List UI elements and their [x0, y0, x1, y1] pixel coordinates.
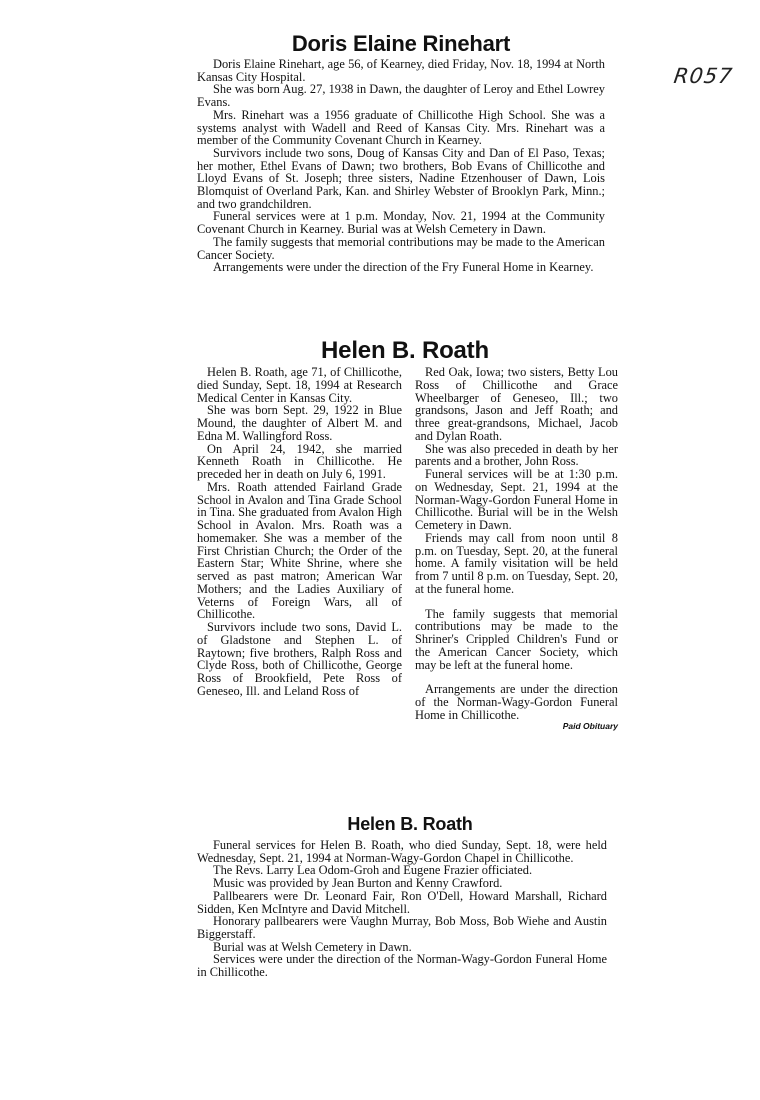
- paragraph: Mrs. Roath attended Fairland Grade School in Avalon and Tina Grade School in Tina. She graduated from Avalon High School in Avalon. Mrs. Roath was a homemaker. She was a member of the First Christian Church; the Order of the Eastern Star; White Shrine, where she served as past matron; American War Mothers; and the Ladies Auxiliary of Veterns of Foreign Wars, all of Chillicothe.: [197, 479, 402, 622]
- paragraph: Funeral services were at 1 p.m. Monday, Nov. 21, 1994 at the Community Covenant Church in Kearney. Burial was at Welsh Cemetery in Dawn.: [197, 209, 605, 237]
- paragraph: Music was provided by Jean Burton and Kenny Crawford.: [213, 876, 503, 891]
- paragraph: The family suggests that memorial contributions may be made to the American Cancer Society.: [197, 234, 605, 262]
- paragraph: Arrangements are under the direction of the Norman-Wagy-Gordon Funeral Home in Chillicothe.: [415, 682, 618, 722]
- obituary-title-roath: Helen B. Roath: [321, 337, 489, 364]
- funeral-notice-body-roath: [197, 839, 607, 979]
- paragraph: Helen B. Roath, age 71, of Chillicothe, died Sunday, Sept. 18, 1994 at Research Medical Center in Kansas City.: [197, 365, 402, 405]
- paragraph: Burial was at Welsh Cemetery in Dawn.: [213, 939, 412, 954]
- obituary-body-rinehart: [197, 58, 605, 274]
- paragraph: Red Oak, Iowa; two sisters, Betty Lou Ross of Chillicothe and Grace Wheelbarger of Geneseo, Ill.; two grandsons, Jason and Jeff Roath; and three great-grandsons, Michael, Jacob and Dylan Roath.: [415, 365, 618, 443]
- paragraph: Honorary pallbearers were Vaughn Murray, Bob Moss, Bob Wiehe and Austin Biggerstaff.: [197, 914, 607, 941]
- paragraph: Survivors include two sons, David L. of Gladstone and Stephen L. of Raytown; five brothers, Ralph Ross and Clyde Ross, both of Chillicothe, George Ross of Brookfield, Pete Ross of Geneseo, Ill. and Leland Ross of: [197, 620, 402, 698]
- paid-obituary-label: Paid Obituary: [562, 720, 618, 731]
- paragraph: Funeral services for Helen B. Roath, who died Sunday, Sept. 18, were held Wednesday, Sept. 21, 1994 at Norman-Wagy-Gordon Chapel in Chillicothe.: [197, 838, 607, 865]
- paragraph: Mrs. Rinehart was a 1956 graduate of Chillicothe High School. She was a systems analyst with Wadell and Reed of Kansas City. Mrs. Rinehart was a member of the Community Covenant Church in Kearney.: [197, 107, 605, 148]
- paragraph: Friends may call from noon until 8 p.m. on Tuesday, Sept. 20, at the funeral home. A family visitation will be held from 7 until 8 p.m. on Tuesday, Sept. 20, at the funeral home.: [415, 530, 618, 596]
- paragraph: Survivors include two sons, Doug of Kansas City and Dan of El Paso, Texas; her mother, Ethel Evans of Dawn; two brothers, Bob Evans of Chillicothe and Lloyd Evans of St. Joseph; three sisters, Nadine Etzenhouser of Dawn, Lois Blomquist of Overland Park, Kan. and Shirley Webster of Brooklyn Park, Minn.; and two grandchildren.: [197, 145, 605, 211]
- paragraph: The family suggests that memorial contributions may be made to the Shriner's Crippled Children's Fund or the American Cancer Society, which may be left at the funeral home.: [415, 606, 618, 672]
- paragraph: Doris Elaine Rinehart, age 56, of Kearney, died Friday, Nov. 18, 1994 at North Kansas City Hospital.: [197, 57, 605, 84]
- funeral-notice-title-roath: Helen B. Roath: [347, 814, 473, 834]
- obituary-left-column: [197, 366, 402, 698]
- paragraph: Arrangements were under the direction of the Fry Funeral Home in Kearney.: [213, 260, 594, 275]
- paragraph: She was born Sept. 29, 1922 in Blue Mound, the daughter of Albert M. and Edna M. Wallingford Ross.: [197, 403, 402, 443]
- paragraph: She was also preceded in death by her parents and a brother, John Ross.: [415, 441, 618, 469]
- paragraph: On April 24, 1942, she married Kenneth Roath in Chillicothe. He preceded her in death on July 6, 1991.: [197, 441, 402, 481]
- obituary-right-column: [415, 366, 618, 731]
- paragraph: Services were under the direction of the Norman-Wagy-Gordon Funeral Home in Chillicothe.: [197, 952, 607, 980]
- paragraph: The Revs. Larry Lea Odom-Groh and Eugene Frazier officiated.: [213, 863, 533, 878]
- obituary-title-rinehart: Doris Elaine Rinehart: [291, 31, 511, 56]
- handwritten-annotation: R057: [672, 64, 735, 88]
- paragraph: She was born Aug. 27, 1938 in Dawn, the daughter of Leroy and Ethel Lowrey Evans.: [197, 82, 605, 110]
- paragraph: Pallbearers were Dr. Leonard Fair, Ron O'Dell, Howard Marshall, Richard Sidden, Ken McIntyre and David Mitchell.: [197, 888, 607, 916]
- paragraph: Funeral services will be at 1:30 p.m. on Wednesday, Sept. 21, 1994 at the Norman-Wagy-Gordon Funeral Home in Chillicothe. Burial will be in the Welsh Cemetery in Dawn.: [415, 467, 618, 532]
